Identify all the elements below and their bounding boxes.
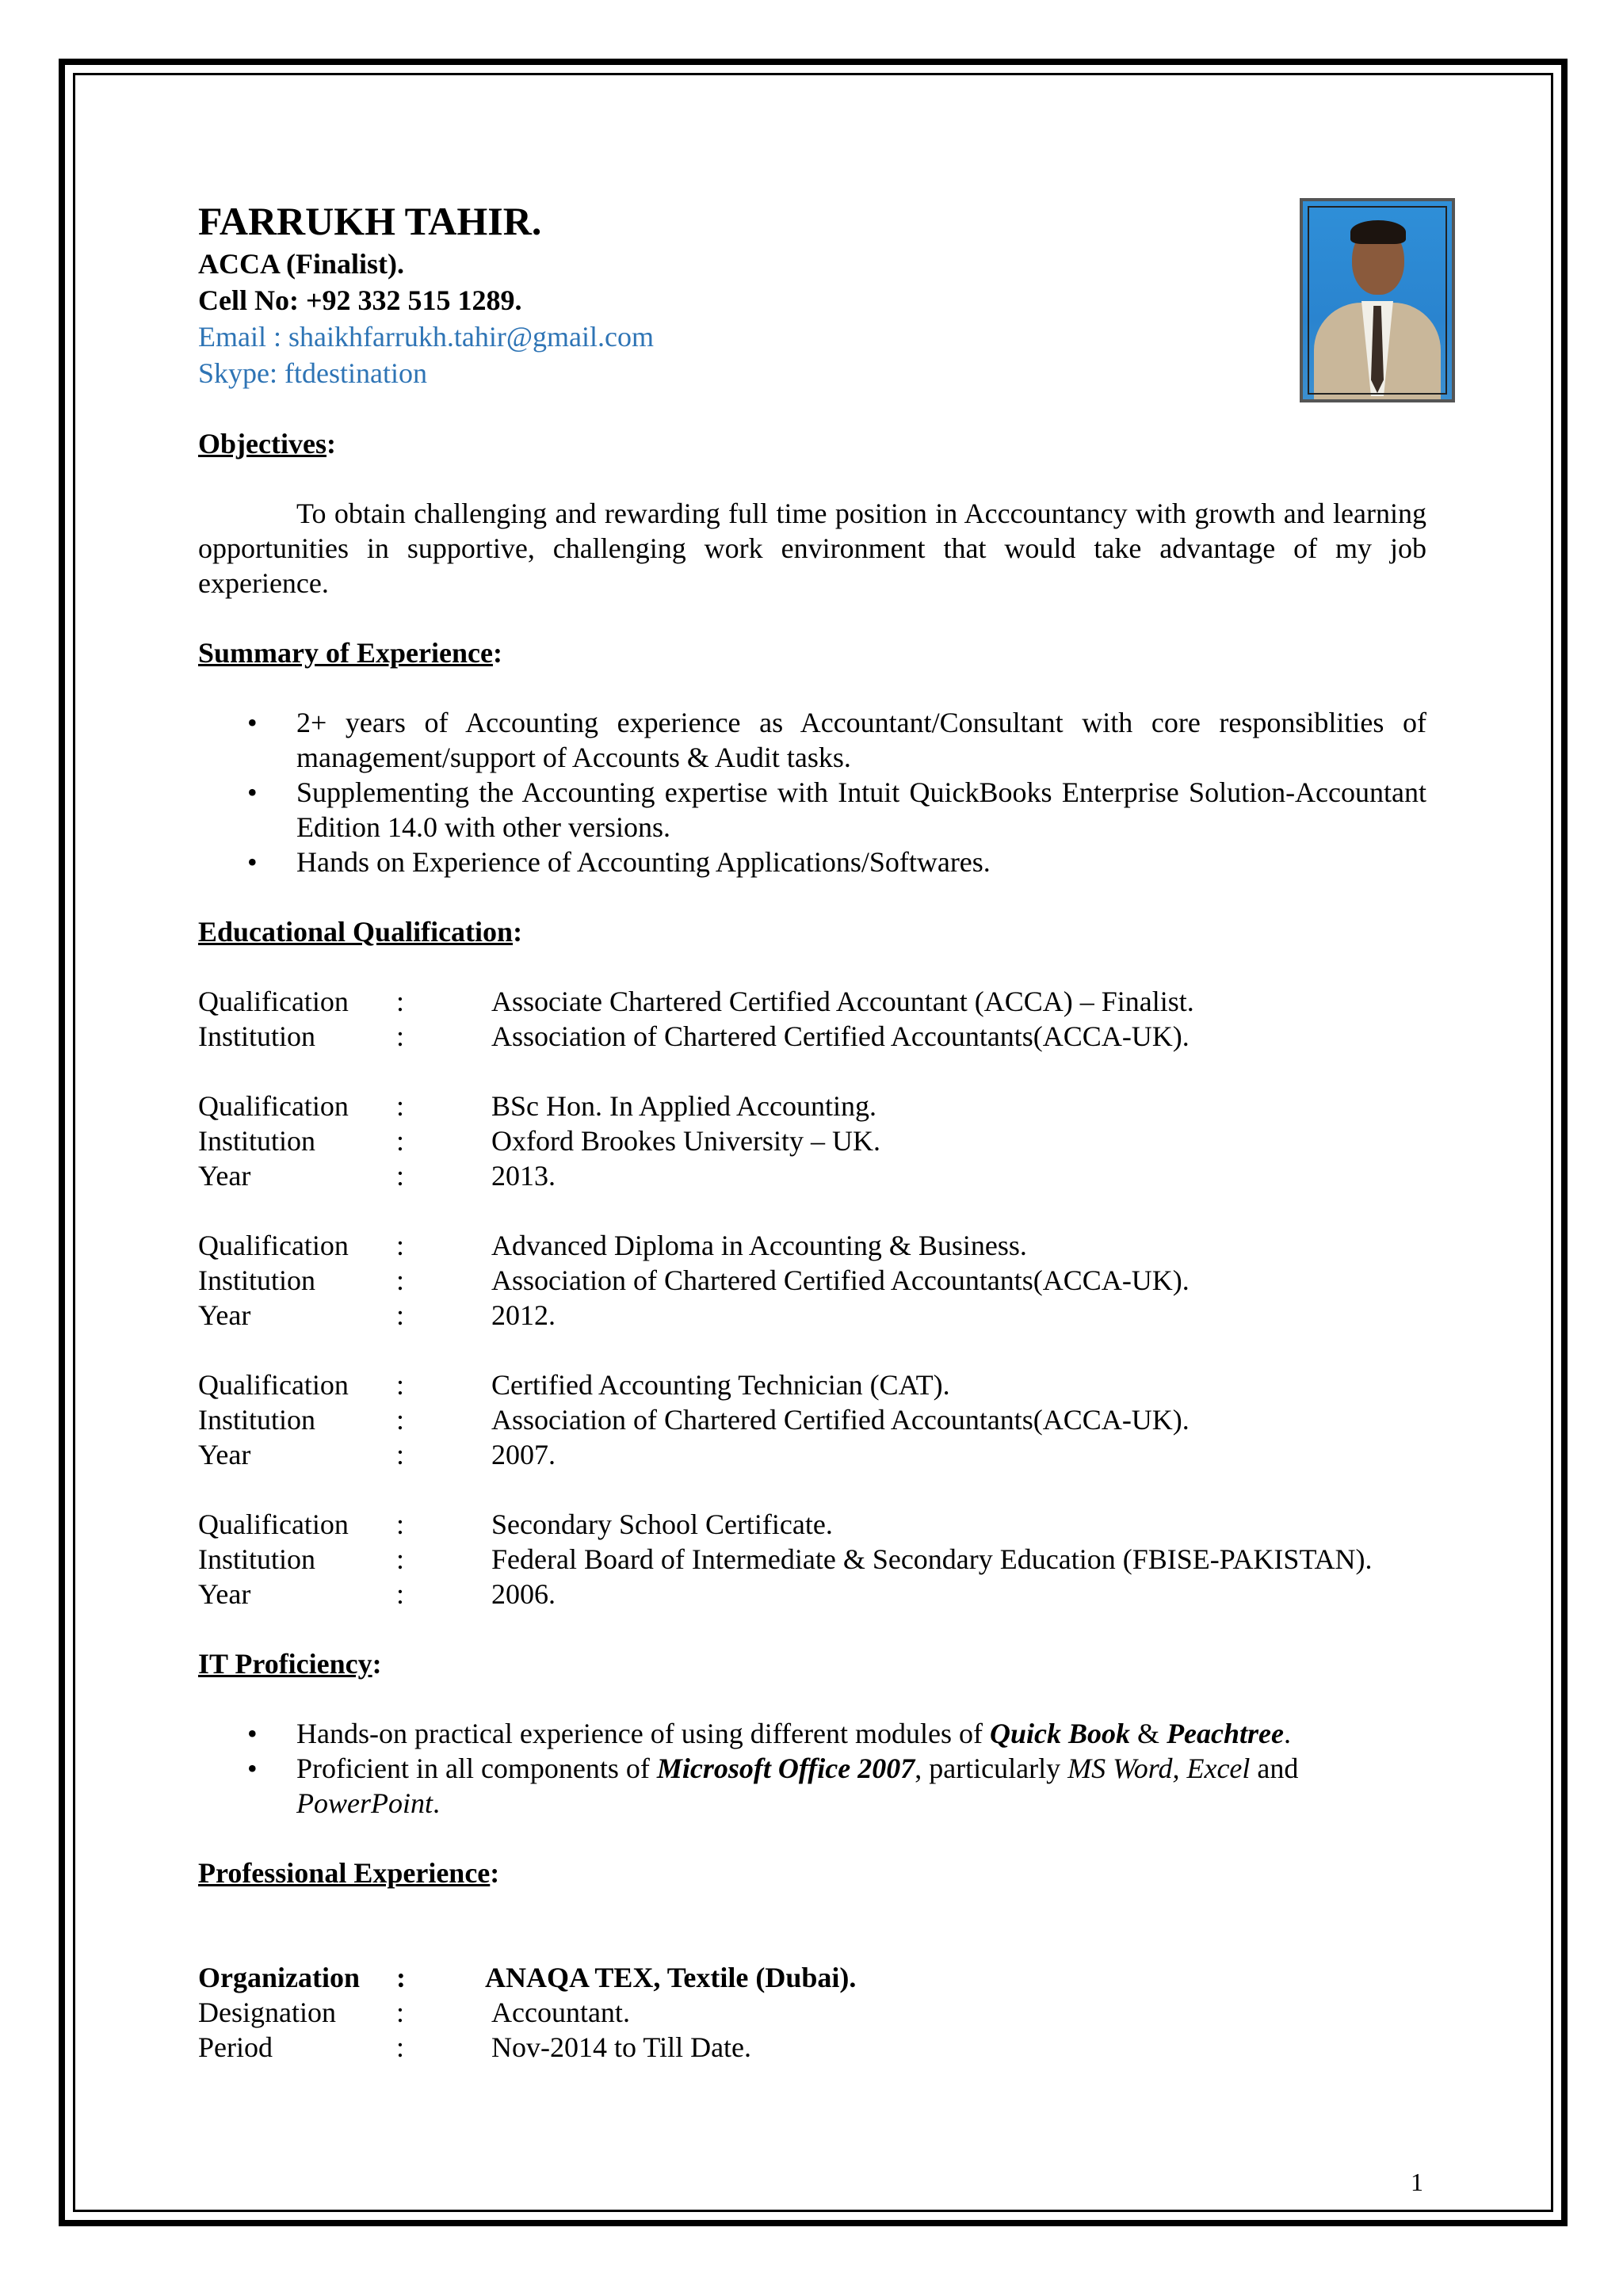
year-value: 2006.	[491, 1578, 556, 1610]
organization-value: ANAQA TEX, Textile (Dubai).	[485, 1962, 857, 1993]
candidate-email[interactable]: Email : shaikhfarrukh.tahir@gmail.com	[198, 321, 654, 353]
year-value: 2012.	[491, 1299, 556, 1331]
qualification-value: Certified Accounting Technician (CAT).	[491, 1369, 950, 1401]
education-entry: Qualification : Advanced Diploma in Accounting & Business. Institution : Association of Chartered Certified Accountants(ACCA-UK). Year : 2012.	[198, 1228, 1426, 1333]
page-number: 1	[1411, 2168, 1423, 2196]
candidate-skype: Skype: ftdestination	[198, 357, 427, 389]
institution-value: Federal Board of Intermediate & Secondary Education (FBISE-PAKISTAN).	[491, 1543, 1373, 1575]
institution-value: Association of Chartered Certified Accountants(ACCA-UK).	[491, 1264, 1190, 1296]
it-list	[198, 1716, 1426, 1821]
list-item: • Hands-on practical experience of using different modules of Quick Book & Peachtree.	[296, 1716, 1426, 1751]
year-value: 2007.	[491, 1439, 556, 1470]
qualification-value: Advanced Diploma in Accounting & Business.	[491, 1230, 1027, 1261]
list-item: • Proficient in all components of Microsoft Office 2007, particularly MS Word, Excel and PowerPoint.	[296, 1751, 1426, 1821]
qualification-value: Secondary School Certificate.	[491, 1508, 833, 1540]
institution-value: Association of Chartered Certified Accountants(ACCA-UK).	[491, 1020, 1190, 1052]
education-heading: Educational Qualification:	[198, 916, 523, 948]
candidate-name: FARRUKH TAHIR.	[198, 199, 542, 243]
objectives-heading: Objectives:	[198, 428, 336, 460]
list-item: • Hands on Experience of Accounting Applications/Softwares.	[296, 845, 1426, 879]
summary-heading: Summary of Experience:	[198, 637, 502, 669]
it-heading: IT Proficiency:	[198, 1648, 382, 1680]
resume-content	[198, 196, 1426, 2065]
institution-value: Association of Chartered Certified Accountants(ACCA-UK).	[491, 1404, 1190, 1436]
professional-heading: Professional Experience:	[198, 1857, 500, 1889]
education-entry: Qualification : Secondary School Certificate. Institution : Federal Board of Intermediate & Secondary Education (FBISE-PAKISTAN). Year : 2006.	[198, 1507, 1426, 1611]
education-entry: Qualification : Certified Accounting Technician (CAT). Institution : Association of Chartered Certified Accountants(ACCA-UK). Year : 2007.	[198, 1367, 1426, 1472]
qualification-value: BSc Hon. In Applied Accounting.	[491, 1090, 876, 1122]
summary-list	[198, 705, 1426, 879]
year-value: 2013.	[491, 1160, 556, 1192]
education-entry: Qualification : Associate Chartered Certified Accountant (ACCA) – Finalist. Institution : Association of Chartered Certified Accountants(ACCA-UK).	[198, 984, 1426, 1054]
qualification-value: Associate Chartered Certified Accountant (ACCA) – Finalist.	[491, 986, 1194, 1017]
period-value: Nov-2014 to Till Date.	[491, 2031, 752, 2063]
candidate-cell: Cell No: +92 332 515 1289.	[198, 284, 522, 316]
list-item: • Supplementing the Accounting expertise with Intuit QuickBooks Enterprise Solution-Accountant Edition 14.0 with other versions.	[296, 775, 1426, 845]
designation-value: Accountant.	[491, 1997, 630, 2028]
institution-value: Oxford Brookes University – UK.	[491, 1125, 880, 1157]
objectives-text: To obtain challenging and rewarding full time position in Acccountancy with growth and learning opportunities in supportive, challenging work environment that would take advantage of my job experience.	[198, 498, 1426, 599]
candidate-credential: ACCA (Finalist).	[198, 248, 404, 280]
education-entry: Qualification : BSc Hon. In Applied Accounting. Institution : Oxford Brookes University – UK. Year : 2013.	[198, 1089, 1426, 1193]
list-item: • 2+ years of Accounting experience as Accountant/Consultant with core responsiblities of management/support of Accounts & Audit tasks.	[296, 705, 1426, 775]
experience-entry: Organization : ANAQA TEX, Textile (Dubai). Designation : Accountant. Period : Nov-2014 to Till Date.	[198, 1960, 1426, 2065]
